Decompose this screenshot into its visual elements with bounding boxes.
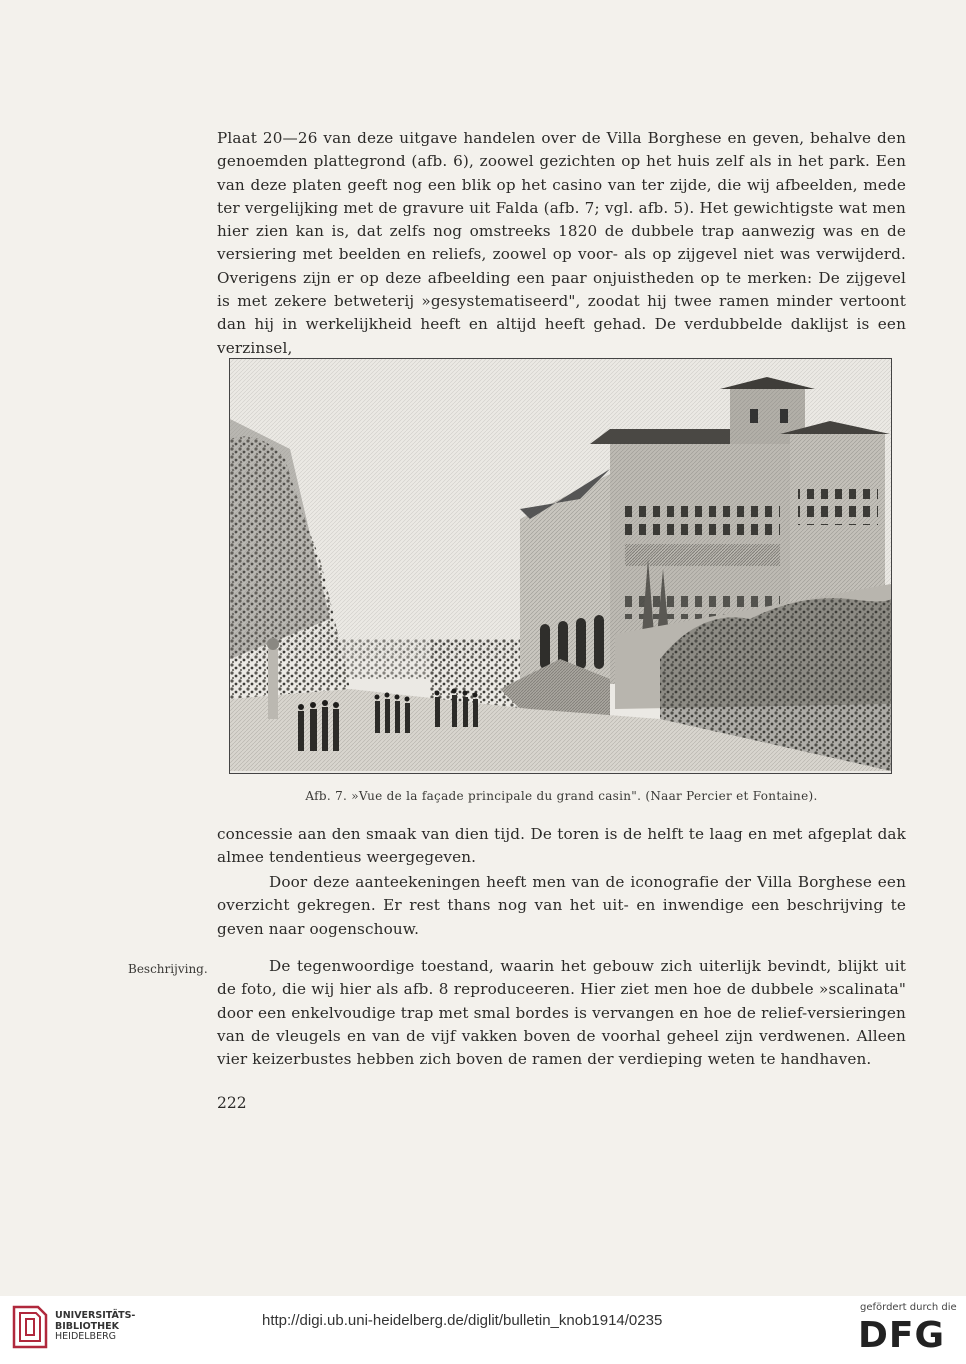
margin-note: Beschrijving. bbox=[128, 962, 208, 976]
viewer-footer bbox=[0, 1296, 966, 1364]
funded-by-label: gefördert durch die bbox=[860, 1302, 957, 1313]
document-url-link[interactable]: http://digi.ub.uni-heidelberg.de/diglit/bulletin_knob1914/0235 bbox=[262, 1312, 663, 1329]
engraving-villa-borghese bbox=[229, 358, 892, 774]
engraving-image bbox=[230, 359, 891, 773]
page-number: 222 bbox=[217, 1094, 247, 1112]
paragraph-1: Plaat 20—26 van deze uitgave handelen over de Villa Borghese en geven, behalve den genoemden plattegrond (afb. 6), zoowel gezichten op het huis zelf als in het park. Een van deze platen geeft nog een blik op het casino van ter zijde, die wij afbeelden, mede ter vergelijking met de gravure uit Falda (afb. 7; vgl. afb. 5). Het gewichtigste wat men hier zien kan is, dat zelfs nog omstreeks 1820 de dubbele trap aanwezig was en de versiering met beelden en reliefs, zoowel op voor- als op zijgevel niet was verwijderd. Overigens zijn er op deze afbeelding een paar onjuistheden op te merken: De zijgevel is met zekere betweterij »gesystematiseerd", zoodat hij twee ramen minder vertoont dan hij in werkelijkheid heeft en altijd heeft gehad. De verdubbelde daklijst is een verzinsel, bbox=[217, 129, 906, 357]
paragraph-2: concessie aan den smaak van dien tijd. De toren is de helft te laag en met afgeplat dak almee tendentieus weergegeven. bbox=[217, 825, 906, 867]
figure-caption: Afb. 7. »Vue de la façade principale du grand casin". (Naar Percier et Fontaine). bbox=[305, 789, 818, 803]
library-name bbox=[55, 1311, 135, 1343]
paragraph-3: Door deze aanteekeningen heeft men van de iconografie der Villa Borghese een overzicht gekregen. Er rest thans nog van het uit- en inwendige een beschrijving te geven naar oogenschouw. bbox=[217, 873, 906, 938]
library-name-line-3: HEIDELBERG bbox=[55, 1331, 117, 1342]
paragraph-4: De tegenwoordige toestand, waarin het gebouw zich uiterlijk bevindt, blijkt uit de foto, die wij hier als afb. 8 reproduceeren. Hier ziet men hoe de dubbele »scalinata" door een enkelvoudige trap met smal bordes is vervangen en hoe de relief-versieringen van de vleugels en van de vijf vakken boven de voorhal geheel zijn verdwenen. Alleen vier keizerbustes hebben zich boven de ramen der verdieping weten te handhaven. bbox=[217, 957, 906, 1069]
library-name-line-1: UNIVERSITÄTS- bbox=[55, 1310, 136, 1321]
dfg-logo: DFG bbox=[858, 1315, 946, 1356]
library-name-line-2: BIBLIOTHEK bbox=[55, 1320, 119, 1332]
university-library-logo-icon bbox=[10, 1303, 50, 1351]
